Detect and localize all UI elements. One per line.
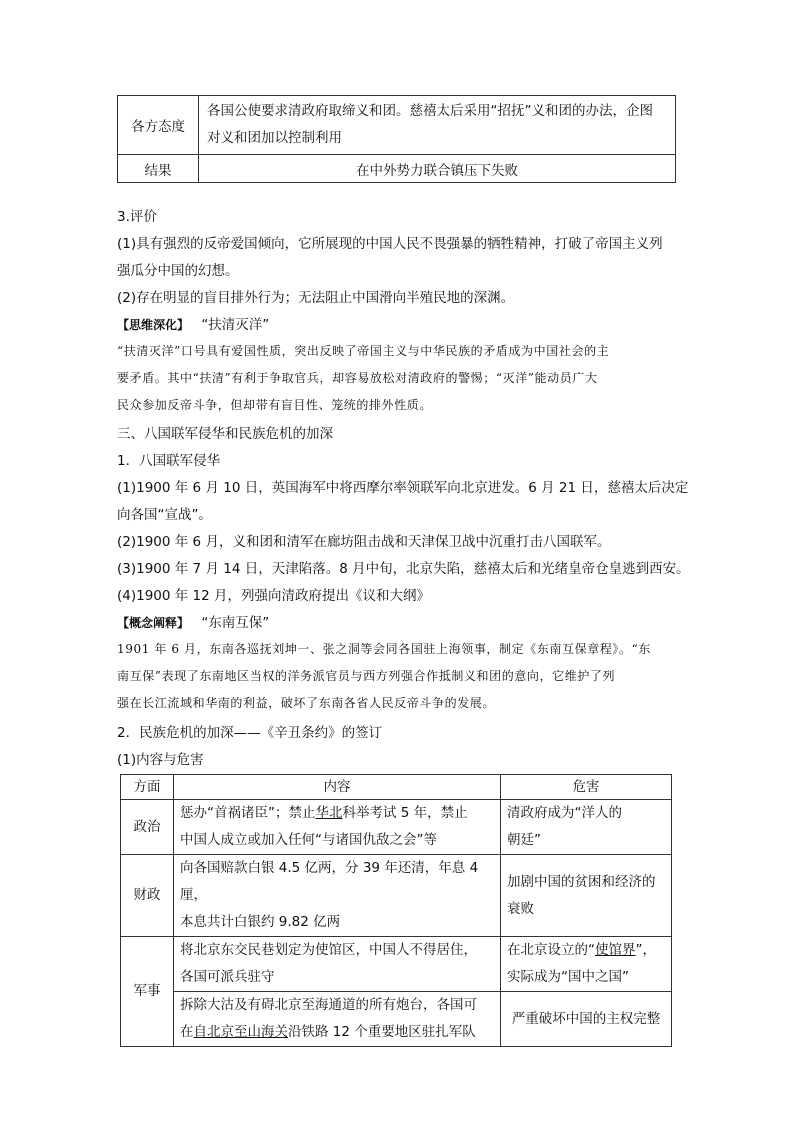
table-row bbox=[121, 855, 672, 937]
harm-military-forts: 严重破坏中国的主权完整 bbox=[501, 992, 672, 1047]
concept-title: “东南互保” bbox=[201, 615, 270, 631]
row-label-result: 结果 bbox=[118, 155, 199, 183]
harm-finance bbox=[501, 855, 672, 937]
text-run: ”， bbox=[635, 942, 656, 958]
deepening-heading bbox=[117, 313, 269, 333]
section-heading: 三、八国联军侵华和民族危机的加深 bbox=[117, 426, 333, 442]
invasion-item-2: (2)1900 年 6 月，义和团和清军在廊坊阻击战和天津保卫战中沉重打击八国联军。 bbox=[117, 534, 611, 550]
evaluation-point-2: (2)存在明显的盲目排外行为；无法阻止中国滑向半殖民地的深渊。 bbox=[117, 290, 515, 306]
aspect-politics: 政治 bbox=[121, 800, 174, 855]
deepening-tag: 【思维深化】 bbox=[117, 318, 190, 332]
text-run: 惩办“首祸诸臣”；禁止 bbox=[180, 805, 316, 821]
header-harm: 危害 bbox=[501, 775, 672, 800]
underlined-text: 华北 bbox=[315, 805, 343, 821]
content-line: 拆除大沽及有碍北京至海通道的所有炮台，各国可 bbox=[180, 997, 477, 1013]
text-run: 在北京设立的“ bbox=[507, 942, 595, 958]
concept-tag: 【概念阐释】 bbox=[117, 616, 190, 630]
header-content: 内容 bbox=[174, 775, 501, 800]
deepening-line-2: 要矛盾。其中“扶清”有利于争取官兵，却容易放松对清政府的警惕；“灭洋”能动员广大 bbox=[117, 371, 598, 385]
harm-line: 加剧中国的贫困和经济的 bbox=[507, 873, 656, 890]
content-line bbox=[180, 800, 494, 827]
content-line: 各国可派兵驻守 bbox=[180, 969, 275, 985]
table-row bbox=[121, 800, 672, 855]
harm-line: 朝廷” bbox=[507, 832, 541, 848]
header-aspect: 方面 bbox=[121, 775, 174, 800]
evaluation-point-1-line-1: (1)具有强烈的反帝爱国倾向，它所展现的中国人民不畏强暴的牺牲精神，打破了帝国主义列 bbox=[117, 236, 663, 252]
concept-heading bbox=[117, 611, 269, 631]
aspect-military: 军事 bbox=[121, 937, 174, 1047]
concept-line-3: 强在长江流域和华南的利益，破坏了东南各省人民反帝斗争的发展。 bbox=[117, 696, 496, 710]
aspect-finance: 财政 bbox=[121, 855, 174, 937]
concept-line-2: 南互保”表现了东南地区当权的洋务派官员与西方列强合作抵制义和团的意向，它维护了列 bbox=[117, 669, 616, 683]
table-row bbox=[121, 937, 672, 992]
content-military-forts bbox=[174, 992, 501, 1047]
content-politics bbox=[174, 800, 501, 855]
table-row bbox=[121, 992, 672, 1047]
harm-military-legation bbox=[501, 937, 672, 992]
text-run: 科举考试 5 年，禁止 bbox=[342, 805, 468, 821]
row-label-attitudes: 各方态度 bbox=[118, 96, 199, 155]
content-military-legation bbox=[174, 937, 501, 992]
content-finance bbox=[174, 855, 501, 937]
harm-line bbox=[507, 937, 665, 964]
invasion-item-1-line-1: (1)1900 年 6 月 10 日，英国海军中将西摩尔率领联军向北京进发。6 月 21 日，慈禧太后决定 bbox=[117, 480, 689, 496]
treaty-table bbox=[120, 774, 672, 1047]
text-run: 在 bbox=[180, 1024, 194, 1040]
deepening-line-1: “扶清灭洋”口号具有爱国性质，突出反映了帝国主义与中华民族的矛盾成为中国社会的主 bbox=[117, 344, 610, 358]
content-line: 将北京东交民巷划定为使馆区，中国人不得居住， bbox=[180, 942, 477, 958]
subheading-invasion: 1．八国联军侵华 bbox=[117, 453, 221, 469]
attitudes-cell bbox=[199, 96, 676, 155]
attitudes-line-2: 对义和团加以控制利用 bbox=[207, 130, 342, 146]
harm-line: 实际成为“国中之国” bbox=[507, 969, 629, 985]
attitude-result-table bbox=[117, 95, 676, 183]
attitudes-line-1: 各国公使要求清政府取缔义和团。慈禧太后采用“招抚”义和团的办法，企图 bbox=[207, 103, 653, 119]
harm-politics bbox=[501, 800, 672, 855]
content-line: 中国人成立或加入任何“与诸国仇敌之会”等 bbox=[180, 832, 437, 848]
invasion-item-3: (3)1900 年 7 月 14 日，天津陷落。8 月中旬，北京失陷，慈禧太后和光绪皇帝仓皇逃到西安。 bbox=[117, 561, 690, 577]
underlined-text: 自北京至山海关 bbox=[193, 1024, 288, 1040]
table-header-row bbox=[121, 775, 672, 800]
concept-line-1: 1901 年 6 月，东南各巡抚刘坤一、张之洞等会同各国驻上海领事，制定《东南互保章程》。“东 bbox=[117, 642, 651, 656]
content-line: 向各国赔款白银 4.5 亿两，分 39 年还清，年息 4 厘， bbox=[180, 860, 479, 903]
table-row bbox=[118, 96, 676, 155]
deepening-line-3: 民众参加反帝斗争，但却带有盲目性、笼统的排外性质。 bbox=[117, 398, 433, 412]
harm-line: 衰败 bbox=[507, 900, 534, 917]
evaluation-point-1-line-2: 强瓜分中国的幻想。 bbox=[117, 263, 239, 279]
underlined-text: 使馆界 bbox=[595, 942, 636, 958]
deepening-title: “扶清灭洋” bbox=[201, 317, 270, 333]
result-cell: 在中外势力联合镇压下失败 bbox=[199, 155, 676, 183]
subheading-crisis: 2．民族危机的加深——《辛丑条约》的签订 bbox=[117, 725, 383, 741]
content-line bbox=[180, 1019, 494, 1046]
text-run: 沿铁路 12 个重要地区驻扎军队 bbox=[288, 1024, 476, 1040]
invasion-item-1-line-2: 向各国“宣战”。 bbox=[117, 507, 212, 523]
subheading-content-harm: (1)内容与危害 bbox=[117, 752, 204, 768]
harm-line: 清政府成为“洋人的 bbox=[507, 805, 622, 821]
invasion-item-4: (4)1900 年 12 月，列强向清政府提出《议和大纲》 bbox=[117, 588, 431, 604]
content-line: 本息共计白银约 9.82 亿两 bbox=[180, 914, 341, 930]
table-row bbox=[118, 155, 676, 183]
evaluation-heading: 3.评价 bbox=[117, 209, 157, 225]
